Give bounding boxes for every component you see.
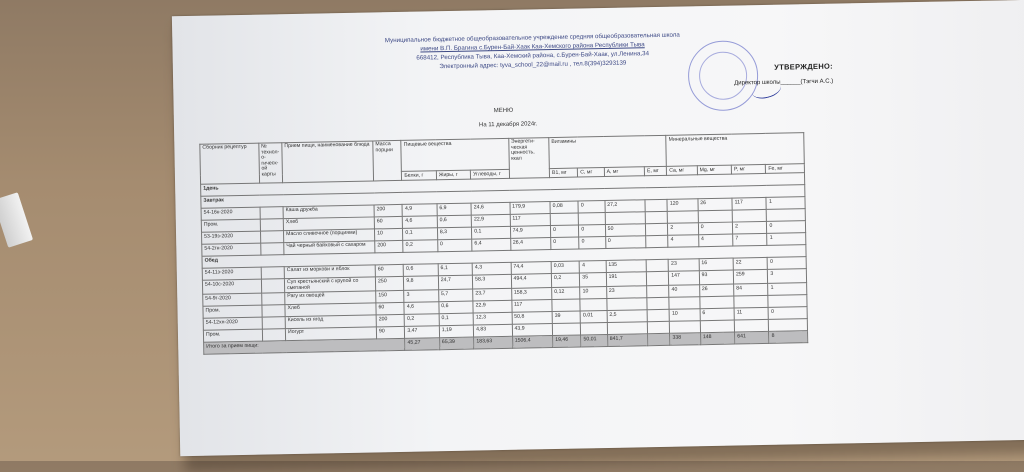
cell-c: 0 xyxy=(578,201,605,214)
cell-c xyxy=(581,323,608,336)
total-protein: 45,27 xyxy=(405,338,440,351)
cell-fat: 0,1 xyxy=(439,313,474,326)
cell-a xyxy=(607,322,648,335)
header-minerals: Минеральные вещества xyxy=(666,133,804,167)
cell-carb: 12,3 xyxy=(473,313,512,326)
total-fat: 65,39 xyxy=(439,337,474,350)
cell-mg: 4 xyxy=(698,234,733,247)
cell-tech-card xyxy=(262,317,286,329)
cell-fe xyxy=(768,295,807,308)
cell-mg xyxy=(700,296,735,309)
total-energy: 1506,4 xyxy=(512,336,553,349)
cell-carb: 4,83 xyxy=(473,325,512,338)
cell-tech-card xyxy=(262,305,286,317)
cell-e xyxy=(647,297,669,309)
cell-e xyxy=(647,285,669,297)
cell-b1 xyxy=(552,299,581,312)
cell-e xyxy=(646,271,669,286)
header-ca: Ca, мг xyxy=(667,166,698,176)
cell-ca: 10 xyxy=(669,309,700,322)
cell-mg: 6 xyxy=(700,308,735,321)
approval-signature-line: Директор школы______(Тэгчи А.С.) xyxy=(734,78,834,87)
cell-b1: 39 xyxy=(552,311,581,324)
cell-b1 xyxy=(552,323,581,336)
total-fe: 8 xyxy=(769,331,808,344)
cell-mass: 150 xyxy=(376,291,405,304)
cell-p: 11 xyxy=(734,308,769,321)
cell-carb: 22,9 xyxy=(471,214,510,227)
cell-protein: 0,1 xyxy=(403,228,438,241)
cell-a: 50 xyxy=(605,224,646,237)
cell-a: 135 xyxy=(606,260,647,273)
cell-recipe: Пром. xyxy=(203,305,262,318)
header-vitamins: Витамины xyxy=(549,135,667,168)
cell-fat: 0,6 xyxy=(437,215,472,228)
cell-fe: 1 xyxy=(768,283,807,296)
menu-table xyxy=(199,132,808,355)
cell-fe: 0 xyxy=(768,257,807,270)
cell-a: 23 xyxy=(606,286,647,299)
cell-fe xyxy=(769,319,808,332)
cell-recipe: 54-16к-2020 xyxy=(201,207,260,220)
cell-protein: 0,2 xyxy=(404,314,439,327)
cell-carb: 23,7 xyxy=(473,289,512,302)
header-tech-card: № технол-о-гическ-ой карты xyxy=(258,143,282,183)
total-b1: 19,46 xyxy=(553,335,582,348)
cell-mass: 60 xyxy=(376,303,405,316)
cell-protein: 0,2 xyxy=(403,240,438,253)
cell-e xyxy=(647,321,669,333)
header-fe: Fe, мг xyxy=(766,164,805,174)
cell-e xyxy=(646,223,668,235)
total-mg: 148 xyxy=(700,332,735,345)
header-fat: Жиры, г xyxy=(436,170,471,180)
cell-p xyxy=(732,209,767,222)
cell-dish: Суп крестьянский с крупой со сметаной xyxy=(284,277,375,293)
cell-carb: 6,4 xyxy=(472,238,511,251)
cell-carb: 24,6 xyxy=(471,202,510,215)
cell-fe: 1 xyxy=(767,233,806,246)
cell-ca: 23 xyxy=(668,259,699,272)
cell-energy: 50,8 xyxy=(512,312,553,325)
school-contacts: Электронный адрес: tyva_school_22@mail.ru , тел.8(394)3293139 xyxy=(439,59,627,71)
total-ca: 338 xyxy=(670,333,701,346)
cell-protein: 3 xyxy=(404,290,439,303)
cell-fe: 0 xyxy=(769,307,808,320)
cell-ca: 4 xyxy=(668,235,699,248)
lunch-rows xyxy=(202,257,807,343)
cell-fe xyxy=(767,209,806,222)
menu-title: МЕНЮ xyxy=(493,107,514,115)
cell-c: 10 xyxy=(580,287,607,300)
cell-p: 84 xyxy=(734,284,769,297)
cell-tech-card xyxy=(261,293,285,305)
cell-ca: 40 xyxy=(669,285,700,298)
cell-tech-card xyxy=(260,207,284,219)
cell-fat: 6,1 xyxy=(438,263,473,276)
cell-ca xyxy=(670,321,701,334)
cell-energy: 74,4 xyxy=(511,262,552,275)
cell-c: 35 xyxy=(580,273,607,288)
cell-energy: 158,3 xyxy=(511,288,552,301)
header-nutrients: Пищевые вещества xyxy=(401,138,509,171)
header-mass: Масса порции xyxy=(373,140,402,181)
breakfast-label: Завтрак xyxy=(201,185,805,209)
cell-b1: 0,12 xyxy=(552,287,581,300)
total-carb: 183,63 xyxy=(474,337,513,350)
total-e xyxy=(648,333,670,345)
cell-p xyxy=(734,296,769,309)
cell-mass: 10 xyxy=(375,228,404,241)
header-p: P, мг xyxy=(731,164,766,174)
cell-fat: 6,9 xyxy=(437,203,472,216)
cell-b1: 0,03 xyxy=(551,261,580,274)
cell-e xyxy=(645,211,667,223)
cell-energy: 74,9 xyxy=(510,226,551,239)
cell-mass: 200 xyxy=(374,204,403,217)
cell-p: 2 xyxy=(732,221,767,234)
cell-c xyxy=(580,299,607,312)
cell-mg xyxy=(698,210,733,223)
cell-c xyxy=(579,213,606,226)
menu-document xyxy=(172,0,1024,456)
cell-p: 259 xyxy=(733,269,768,284)
cell-e xyxy=(646,259,668,271)
header-dish: Прием пищи, наименование блюда xyxy=(282,141,374,183)
cell-mass: 60 xyxy=(374,216,403,229)
cell-recipe: 53-19з-2020 xyxy=(202,231,261,244)
cell-b1 xyxy=(550,213,579,226)
header-recipe: Сборник рецептур xyxy=(200,143,259,184)
cell-b1: 0,2 xyxy=(551,273,580,288)
cell-tech-card xyxy=(260,231,284,243)
cell-e xyxy=(645,199,667,211)
cell-mg: 93 xyxy=(699,270,734,285)
cell-p: 117 xyxy=(732,197,767,210)
cell-mg xyxy=(700,320,735,333)
cell-energy: 179,9 xyxy=(510,202,551,215)
cell-dish: Хлеб xyxy=(285,303,376,317)
cell-a: 191 xyxy=(606,272,647,287)
cell-energy: 43,9 xyxy=(512,324,553,337)
cell-fat: 1,19 xyxy=(439,325,474,338)
cell-recipe: 54-12хн-2020 xyxy=(203,317,262,330)
cell-mg: 26 xyxy=(699,284,734,297)
cell-protein: 4,9 xyxy=(402,204,437,217)
cell-protein: 9,8 xyxy=(404,276,439,291)
cell-ca xyxy=(668,211,699,224)
school-type: Муниципальное бюджетное общеобразовательное учреждение средняя общеобразовательная школа xyxy=(384,31,680,45)
cell-fe: 3 xyxy=(768,269,807,284)
approval-block xyxy=(693,62,833,88)
header-mg: Mg, мг xyxy=(697,165,732,175)
cell-energy: 117 xyxy=(511,300,552,313)
cell-mass: 90 xyxy=(376,327,405,340)
cell-a: 27,2 xyxy=(605,200,646,213)
cell-p: 7 xyxy=(733,233,768,246)
cell-p: 22 xyxy=(733,257,768,270)
cell-a xyxy=(606,298,647,311)
total-c: 50,01 xyxy=(581,335,608,348)
cell-mg: 16 xyxy=(699,258,734,271)
approval-title: УТВЕРЖДЕНО: xyxy=(774,61,834,72)
cell-recipe: 54-10с-2020 xyxy=(202,279,261,294)
cell-dish: Кисель из ягод xyxy=(285,315,376,329)
cell-recipe: Пром. xyxy=(203,329,262,342)
cell-mg: 0 xyxy=(698,222,733,235)
school-address: 668412, Республика Тыва, Каа-Хемский района, с.Бурен-Бай-Хаак, ул.Ленина,34 xyxy=(416,50,650,62)
cell-dish: Чай черный байховый с сахаром xyxy=(284,241,375,255)
cell-a: 2,5 xyxy=(607,310,648,323)
header-a: A, мг xyxy=(604,167,645,177)
cell-ca: 2 xyxy=(668,223,699,236)
menu-date: На 11 декабря 2024г. xyxy=(478,121,538,129)
cell-mass: 60 xyxy=(375,264,404,277)
cell-a: 0 xyxy=(605,236,646,249)
total-label: Итого за прием пищи: xyxy=(204,339,406,355)
cell-fe: 1 xyxy=(766,197,805,210)
cell-fat: 24,7 xyxy=(438,275,473,290)
cell-dish: Салат из моркови и яблок xyxy=(284,265,375,279)
cell-carb: 4,3 xyxy=(472,262,511,275)
cell-dish: Йогурт xyxy=(285,327,376,341)
cell-mg: 26 xyxy=(698,198,733,211)
cell-ca: 147 xyxy=(669,271,700,286)
cell-fat: 0,6 xyxy=(439,301,474,314)
cell-recipe: Пром. xyxy=(201,219,260,232)
cell-dish: Масло сливочное (порциями) xyxy=(284,229,375,243)
header-carb: Углеводы, г xyxy=(471,169,510,179)
cell-tech-card xyxy=(262,329,286,341)
cell-c: 0 xyxy=(579,237,606,250)
cell-mass: 250 xyxy=(375,276,404,291)
day-label: 1день xyxy=(201,173,805,197)
cell-tech-card xyxy=(261,267,285,279)
cell-ca xyxy=(669,297,700,310)
cell-protein: 4,6 xyxy=(403,216,438,229)
cell-mass: 200 xyxy=(376,315,405,328)
cell-recipe: 54-9г-2020 xyxy=(203,293,262,306)
cell-b1: 0 xyxy=(550,225,579,238)
cell-a xyxy=(605,212,646,225)
cell-protein: 3,47 xyxy=(405,326,440,339)
cell-carb: 22,9 xyxy=(473,301,512,314)
header-energy: Энергети-ческая ценность, ккал xyxy=(508,138,549,179)
cell-energy: 26,4 xyxy=(510,238,551,251)
cell-fat: 0 xyxy=(437,239,472,252)
binder-clip xyxy=(0,192,33,248)
cell-e xyxy=(646,235,668,247)
cell-p xyxy=(734,320,769,333)
cell-carb: 0,1 xyxy=(472,226,511,239)
cell-ca: 120 xyxy=(667,199,698,212)
cell-b1: 0 xyxy=(551,237,580,250)
header-e: E, мг xyxy=(644,166,666,175)
cell-c: 0,01 xyxy=(580,311,607,324)
cell-carb: 58,3 xyxy=(473,274,512,289)
cell-tech-card xyxy=(260,219,284,231)
header-b1: B1, мг xyxy=(549,168,577,178)
school-header xyxy=(322,29,743,73)
total-p: 641 xyxy=(735,332,770,345)
cell-mass: 200 xyxy=(375,240,404,253)
cell-recipe: 54-2гн-2020 xyxy=(202,243,261,256)
total-a: 841,7 xyxy=(607,334,648,347)
cell-protein: 0,6 xyxy=(404,264,439,277)
cell-dish: Хлеб xyxy=(283,217,374,231)
cell-b1: 0,08 xyxy=(550,201,579,214)
cell-tech-card xyxy=(261,279,285,294)
header-c: C, мг xyxy=(578,168,604,178)
cell-fat: 8,3 xyxy=(437,227,472,240)
school-name: имени В.П. Брагина с.Бурен-Бай-Хаак Каа-Хемского района Республики Тыва xyxy=(420,41,645,53)
cell-energy: 117 xyxy=(510,214,551,227)
cell-protein: 4,6 xyxy=(404,302,439,315)
cell-dish: Каша дружба xyxy=(283,205,374,219)
cell-c: 0 xyxy=(579,225,606,238)
cell-fe: 0 xyxy=(767,221,806,234)
cell-dish: Рагу из овощей xyxy=(285,291,376,305)
cell-c: 4 xyxy=(579,261,606,274)
header-protein: Белки, г xyxy=(402,171,437,181)
cell-energy: 494,4 xyxy=(511,274,552,289)
lunch-label: Обед xyxy=(202,245,806,269)
cell-fat: 5,7 xyxy=(438,289,473,302)
cell-e xyxy=(647,309,669,321)
cell-tech-card xyxy=(260,243,284,255)
cell-recipe: 54-11з-2020 xyxy=(202,267,261,280)
